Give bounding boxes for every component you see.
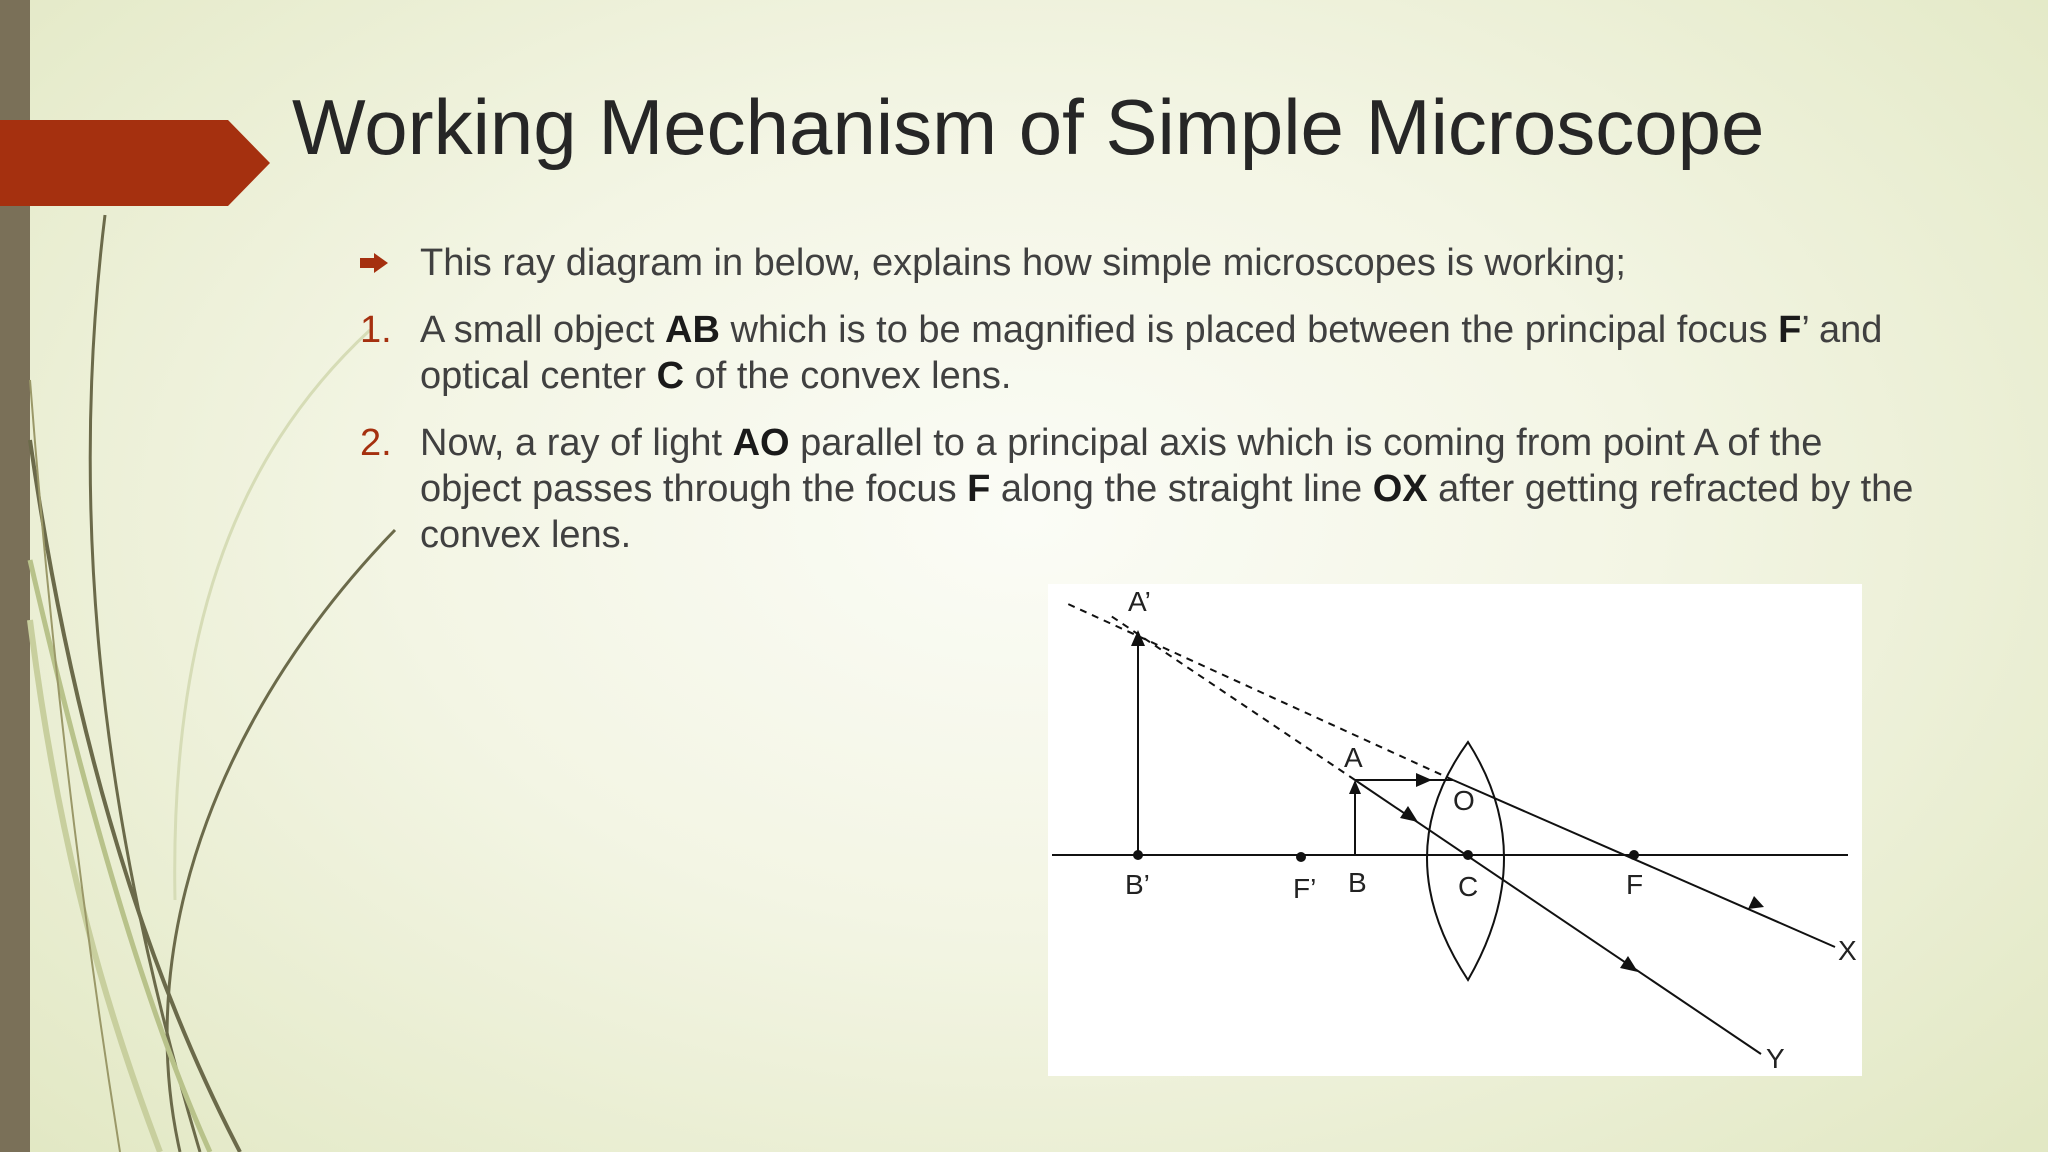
label-x: X xyxy=(1838,935,1857,966)
point-f-prime xyxy=(1296,852,1306,862)
dashed-extension-1 xyxy=(1068,604,1453,780)
label-f: F xyxy=(1626,869,1644,900)
numbered-item-2 xyxy=(360,420,1920,558)
bullet-item-text: This ray diagram in below, explains how simple microscopes is working; xyxy=(420,242,1626,284)
ray-diagram-svg xyxy=(1048,584,1862,1076)
arrow-bullet-icon xyxy=(360,253,388,273)
ray-diagram xyxy=(1048,584,1862,1076)
bullet-item xyxy=(360,240,1920,286)
point-f xyxy=(1629,850,1639,860)
ray-ay-arrowhead-1 xyxy=(1400,806,1418,822)
ray-ox xyxy=(1453,780,1835,947)
label-b-prime: B’ xyxy=(1125,869,1150,900)
label-b: B xyxy=(1348,867,1367,898)
label-o: O xyxy=(1453,785,1475,816)
ray-cy-arrowhead-2 xyxy=(1620,956,1638,972)
label-a-prime: A’ xyxy=(1128,586,1151,617)
list-number: 2. xyxy=(360,422,392,464)
list-number: 1. xyxy=(360,309,392,351)
label-y: Y xyxy=(1766,1043,1785,1074)
label-c: C xyxy=(1458,871,1479,902)
slide-content xyxy=(360,240,1920,579)
label-f-prime: F’ xyxy=(1293,873,1317,904)
point-b-prime xyxy=(1133,850,1143,860)
title-accent-arrow xyxy=(0,120,270,206)
label-a: A xyxy=(1344,742,1363,773)
dashed-extension-2 xyxy=(1108,614,1355,780)
convex-lens xyxy=(1427,742,1504,980)
point-c xyxy=(1463,850,1473,860)
numbered-item-1-text: A small object AB which is to be magnified is placed between the principal focus F’ and optical center C of the convex lens. xyxy=(420,309,1883,397)
numbered-item-2-text: Now, a ray of light AO parallel to a principal axis which is coming from point A of the object passes through the focus F along the straight line OX after getting refracted by the convex lens. xyxy=(420,422,1914,556)
numbered-item-1 xyxy=(360,307,1920,399)
ray-ox-arrowhead xyxy=(1748,896,1764,909)
ray-ao-arrowhead xyxy=(1416,773,1432,787)
slide-title: Working Mechanism of Simple Microscope xyxy=(292,83,1765,171)
